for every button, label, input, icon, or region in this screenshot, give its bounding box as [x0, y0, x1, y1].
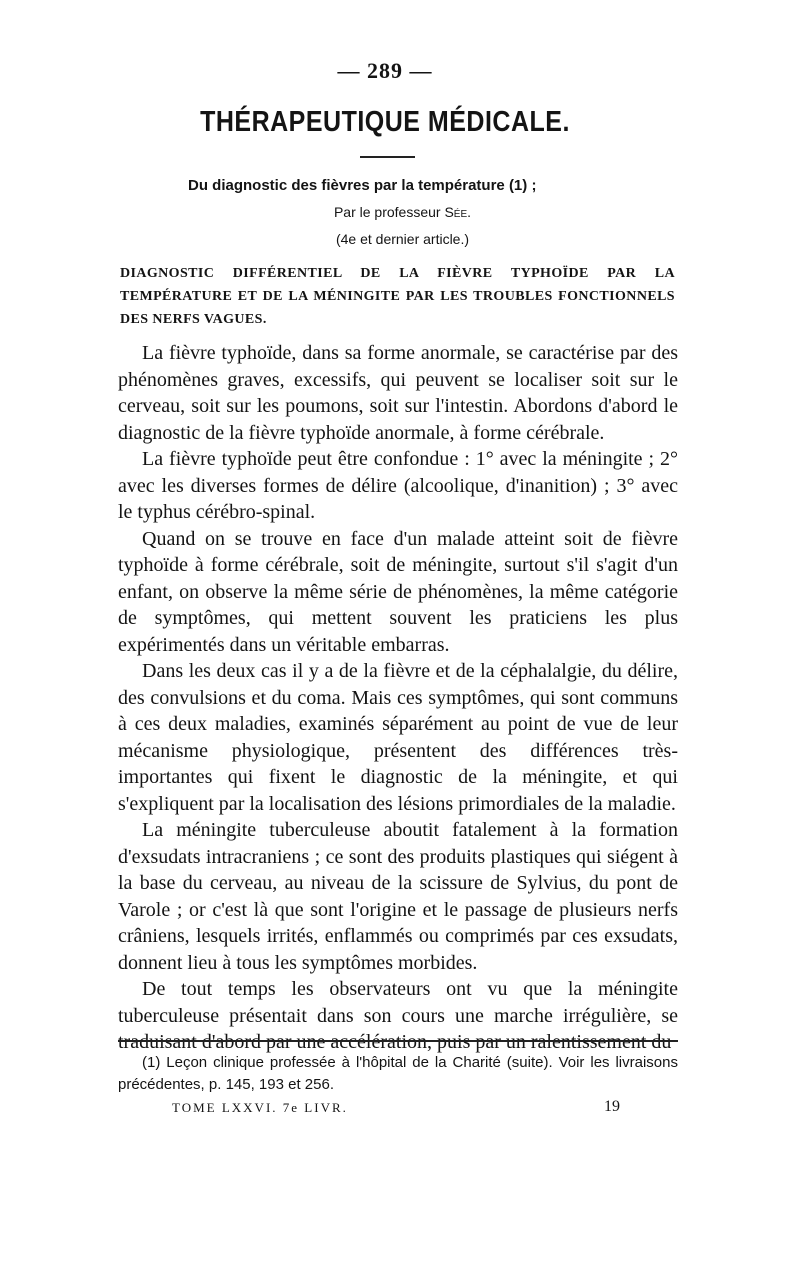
paragraph: La méningite tuberculeuse aboutit fatalement à la formation d'exsudats intracraniens ; ce sont des produits plastiques qui siégent à la base du cerveau, au niveau de la scissure de Sylvius, du pont de Varole ; or c'est là que sont l'origine et le passage de plusieurs nerfs crâniens, lesquels irrités, enflammés ou comprimés par ces exsudats, donnent lieu à tous les symptômes morbides. — [118, 819, 678, 974]
footnote-rule — [118, 1040, 678, 1042]
author-prefix: Par le professeur — [333, 204, 445, 220]
footnote: (1) Leçon clinique professée à l'hôpital de la Charité (suite). Voir les livraisons précédentes, p. 145, 193 et 256. — [118, 1054, 678, 1093]
paragraph: Quand on se trouve en face d'un malade atteint soit de fièvre typhoïde à forme cérébrale, soit de méningite, surtout s'il s'agit d'un enfant, on observe la même série de phénomènes, la même catégorie de symptômes, qui mettent souvent les praticiens les plus expérimentés dans un véritable embarras. — [118, 527, 678, 656]
body-text — [118, 340, 678, 1056]
paragraph: La fièvre typhoïde peut être confondue : 1° avec la méningite ; 2° avec les diverses formes de délire (alcoolique, d'inanition) ; 3° avec le typhus cérébro-spinal. — [118, 448, 678, 523]
page-number: — 289 — — [337, 58, 433, 83]
signature-number: 19 — [604, 1098, 620, 1115]
running-title: THÉRAPEUTIQUE MÉDICALE. — [200, 105, 570, 139]
author-name: Sée. — [444, 204, 472, 220]
author-line — [0, 204, 800, 220]
paragraph: La fièvre typhoïde, dans sa forme anormale, se caractérise par des phénomènes graves, excessifs, qui peuvent se localiser soit sur le cerveau, soit sur les poumons, soit sur l'intestin. Abordons d'abord le diagnostic de la fièvre typhoïde anormale, à forme cérébrale. — [118, 342, 678, 444]
paragraph: Dans les deux cas il y a de la fièvre et de la céphalalgie, du délire, des convulsions et du coma. Mais ces symptômes, qui sont communs à ces deux maladies, examinés séparément au point de vue de leur mécanisme physiologique, présentent des différences très-importantes qui fixent le diagnostic de la méningite, et qui s'expliquent par la localisation des lésions primordiales de la maladie. — [118, 660, 678, 815]
article-note: (4e et dernier article.) — [335, 231, 470, 247]
article-title: Du diagnostic des fièvres par la température (1) ; — [188, 177, 537, 194]
title-rule — [360, 156, 415, 158]
section-heading: DIAGNOSTIC DIFFÉRENTIEL DE LA FIÈVRE TYPHOÏDE PAR LA TEMPÉRATURE ET DE LA MÉNINGITE PAR LES TROUBLES FONCTIONNELS DES NERFS VAGUES. — [120, 266, 675, 327]
paragraph: De tout temps les observateurs ont vu que la méningite tuberculeuse présentait dans son cours une marche irrégulière, se traduisant d'abord par une accélération, puis par un ralentissement du — [118, 978, 678, 1053]
signature-mark: TOME LXXVI. 7e LIVR. — [172, 1100, 348, 1115]
